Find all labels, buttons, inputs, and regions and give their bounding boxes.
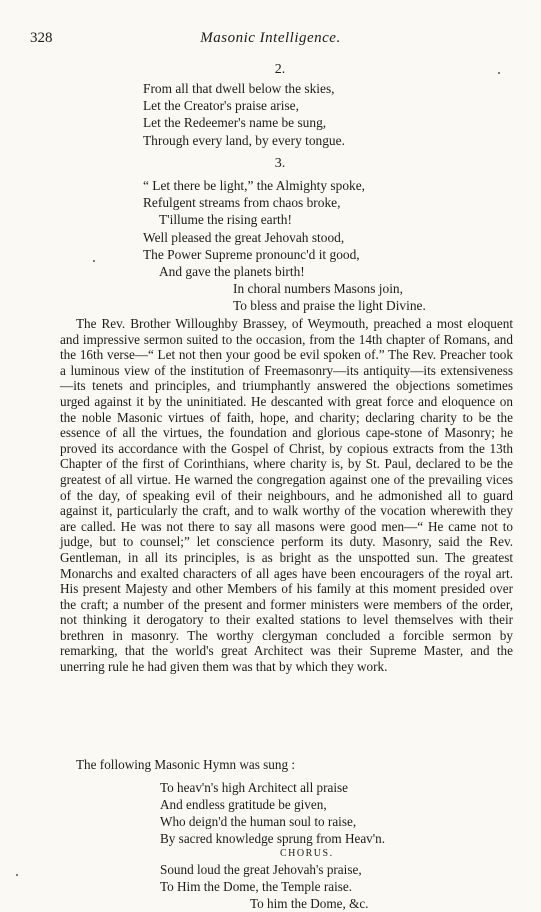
- print-speck: [93, 260, 95, 262]
- running-title: Masonic Intelligence.: [200, 30, 341, 46]
- hymn-line: To heav'n's high Architect all praise: [160, 780, 349, 795]
- hymn-line: Who deign'd the human soul to raise,: [160, 814, 357, 829]
- page-number: 328: [30, 30, 53, 46]
- chorus-label: CHORUS.: [280, 848, 334, 859]
- verse-line: Well pleased the great Jehovah stood,: [143, 229, 345, 245]
- print-speck: [16, 874, 18, 876]
- verse-line: T'illume the rising earth!: [159, 212, 292, 228]
- chorus-line: Sound loud the great Jehovah's praise,: [160, 862, 362, 877]
- verse-line: The Power Supreme pronounc'd it good,: [143, 246, 360, 262]
- stanza-2: [143, 80, 345, 149]
- print-speck: [498, 72, 500, 74]
- sermon-paragraph: [60, 316, 513, 675]
- verse-line: From all that dwell below the skies,: [143, 81, 335, 96]
- stanza-number-3: 3.: [274, 156, 286, 171]
- chorus-line: To Him the Dome, the Temple raise.: [160, 879, 353, 894]
- page-header: [0, 30, 541, 52]
- verse-line: Let the Redeemer's name be sung,: [143, 115, 327, 131]
- verse-line: Refulgent streams from chaos broke,: [143, 195, 341, 211]
- masonic-hymn: [160, 779, 385, 912]
- verse-line: In choral numbers Masons join,: [233, 281, 403, 297]
- verse-line: Let the Creator's praise arise,: [143, 98, 299, 114]
- chorus-line: To him the Dome, &c.: [250, 896, 369, 911]
- stanza-3: [143, 177, 426, 315]
- hymn-line: And endless gratitude be given,: [160, 797, 327, 812]
- stanza-number-2: 2.: [274, 62, 286, 77]
- hymn-line: By sacred knowledge sprung from Heav'n.: [160, 831, 386, 846]
- hymn-intro: The following Masonic Hymn was sung :: [76, 757, 296, 772]
- verse-line: “ Let there be light,” the Almighty spoke,: [143, 178, 366, 193]
- verse-line: And gave the planets birth!: [159, 264, 305, 280]
- verse-line: To bless and praise the light Divine.: [233, 298, 426, 314]
- verse-line: Through every land, by every tongue.: [143, 132, 345, 148]
- sermon-text: The Rev. Brother Willoughby Brassey, of Weymouth, preached a most eloquent and impressive sermon suited to the occasion, from the 14th chapter of Romans, and the 16th verse—“ Let not then your good be evil spoken of.” The Rev. Preacher took a luminous view of the institution of Freemasonry—its antiquity—its extensiveness—its tenets and principles, and triumphantly answered the objections sometimes urged against it by the uninitiated. He descanted with great force and eloquence on the noble Masonic virtues of faith, hope, and charity; declaring charity to be the essence of all the virtues, the foundation and glorious cape-stone of Masonry; he proved its accordance with the Gospel of Christ, by copious extracts from the 13th Chapter of the first of Corinthians, where charity is, by St. Paul, declared to be the greatest of all virtue. He warned the congregation against one of the prevailing vices of the day, of speaking evil of their neighbours, and he admonished all to guard against it, particularly the craft, and to walk worthy of the vocation wherewith they are called. He was not there to say all masons were good men—“ He came not to judge, but to counsel;” let conscience perform its duty. Masonry, said the Rev. Gentleman, in all its principles, is as bright as the unspotted sun. The greatest Monarchs and exalted characters of all ages have been encouragers of the royal art. His present Majesty and other Members of his family at this moment presided over the craft; a number of the present and former ministers were members of the order, not thinking it derogatory to their exalted stations to level themselves with their brethren in masonry. The worthy clergyman concluded a forcible sermon by remarking, that the world's great Architect was their Supreme Master, and the unerring rule he had given them was that by which they work.: [60, 316, 513, 675]
